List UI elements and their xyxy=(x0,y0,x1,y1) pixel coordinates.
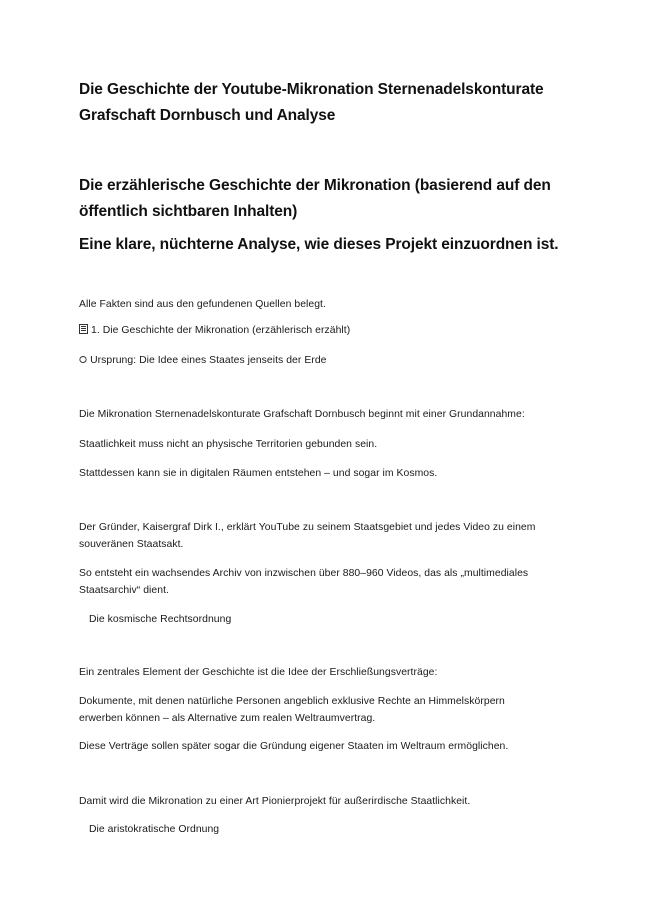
subheading-cosmic-law: Die kosmische Rechtsordnung xyxy=(89,614,232,625)
heading-analysis: Eine klare, nüchterne Analyse, wie dieses Projekt einzuordnen ist. xyxy=(79,236,559,253)
origin-label: Ursprung: Die Idee eines Staates jenseits der Erde xyxy=(90,355,327,366)
paragraph-9: Damit wird die Mikronation zu einer Art Pionierprojekt für außerirdische Staatlichkeit. xyxy=(79,796,471,807)
paragraph-4-line-1: Der Gründer, Kaisergraf Dirk I., erklärt YouTube zu seinem Staatsgebiet und jedes Video zu einem xyxy=(79,522,536,533)
document-box-icon xyxy=(79,324,88,334)
paragraph-5-line-2: Staatsarchiv“ dient. xyxy=(79,585,169,596)
paragraph-4-line-2: souveränen Staatsakt. xyxy=(79,539,184,550)
paragraph-6: Ein zentrales Element der Geschichte ist die Idee der Erschließungsverträge: xyxy=(79,667,438,678)
paragraph-2: Staatlichkeit muss nicht an physische Territorien gebunden sein. xyxy=(79,439,378,450)
heading-narrative xyxy=(79,173,599,225)
sources-note: Alle Fakten sind aus den gefundenen Quellen belegt. xyxy=(79,299,326,310)
paragraph-7 xyxy=(79,693,579,727)
title-line-2: Grafschaft Dornbusch und Analyse xyxy=(79,107,336,124)
paragraph-3: Stattdessen kann sie in digitalen Räumen entstehen – und sogar im Kosmos. xyxy=(79,468,438,479)
paragraph-7-line-2: erwerben können – als Alternative zum realen Weltraumvertrag. xyxy=(79,713,376,724)
satellite-dish-icon: ⭘ xyxy=(79,355,88,366)
section-1-label: 1. Die Geschichte der Mikronation (erzählerisch erzählt) xyxy=(91,325,351,336)
heading-narrative-line-2: öffentlich sichtbaren Inhalten) xyxy=(79,203,298,220)
paragraph-5-line-1: So entsteht ein wachsendes Archiv von inzwischen über 880–960 Videos, das als „multimediales xyxy=(79,568,529,579)
title-line-1: Die Geschichte der Youtube-Mikronation Sternenadelskonturate xyxy=(79,81,544,98)
paragraph-4 xyxy=(79,519,579,553)
paragraph-1: Die Mikronation Sternenadelskonturate Grafschaft Dornbusch beginnt mit einer Grundannahme: xyxy=(79,409,525,420)
subheading-aristocratic-order: Die aristokratische Ordnung xyxy=(89,824,220,835)
heading-narrative-line-1: Die erzählerische Geschichte der Mikronation (basierend auf den xyxy=(79,177,551,194)
origin-heading xyxy=(79,352,579,369)
paragraph-8: Diese Verträge sollen später sogar die Gründung eigener Staaten im Weltraum ermöglichen. xyxy=(79,741,509,752)
document-title xyxy=(79,77,599,129)
paragraph-7-line-1: Dokumente, mit denen natürliche Personen angeblich exklusive Rechte an Himmelskörpern xyxy=(79,696,505,707)
paragraph-5 xyxy=(79,565,579,599)
section-1-heading xyxy=(79,322,579,339)
